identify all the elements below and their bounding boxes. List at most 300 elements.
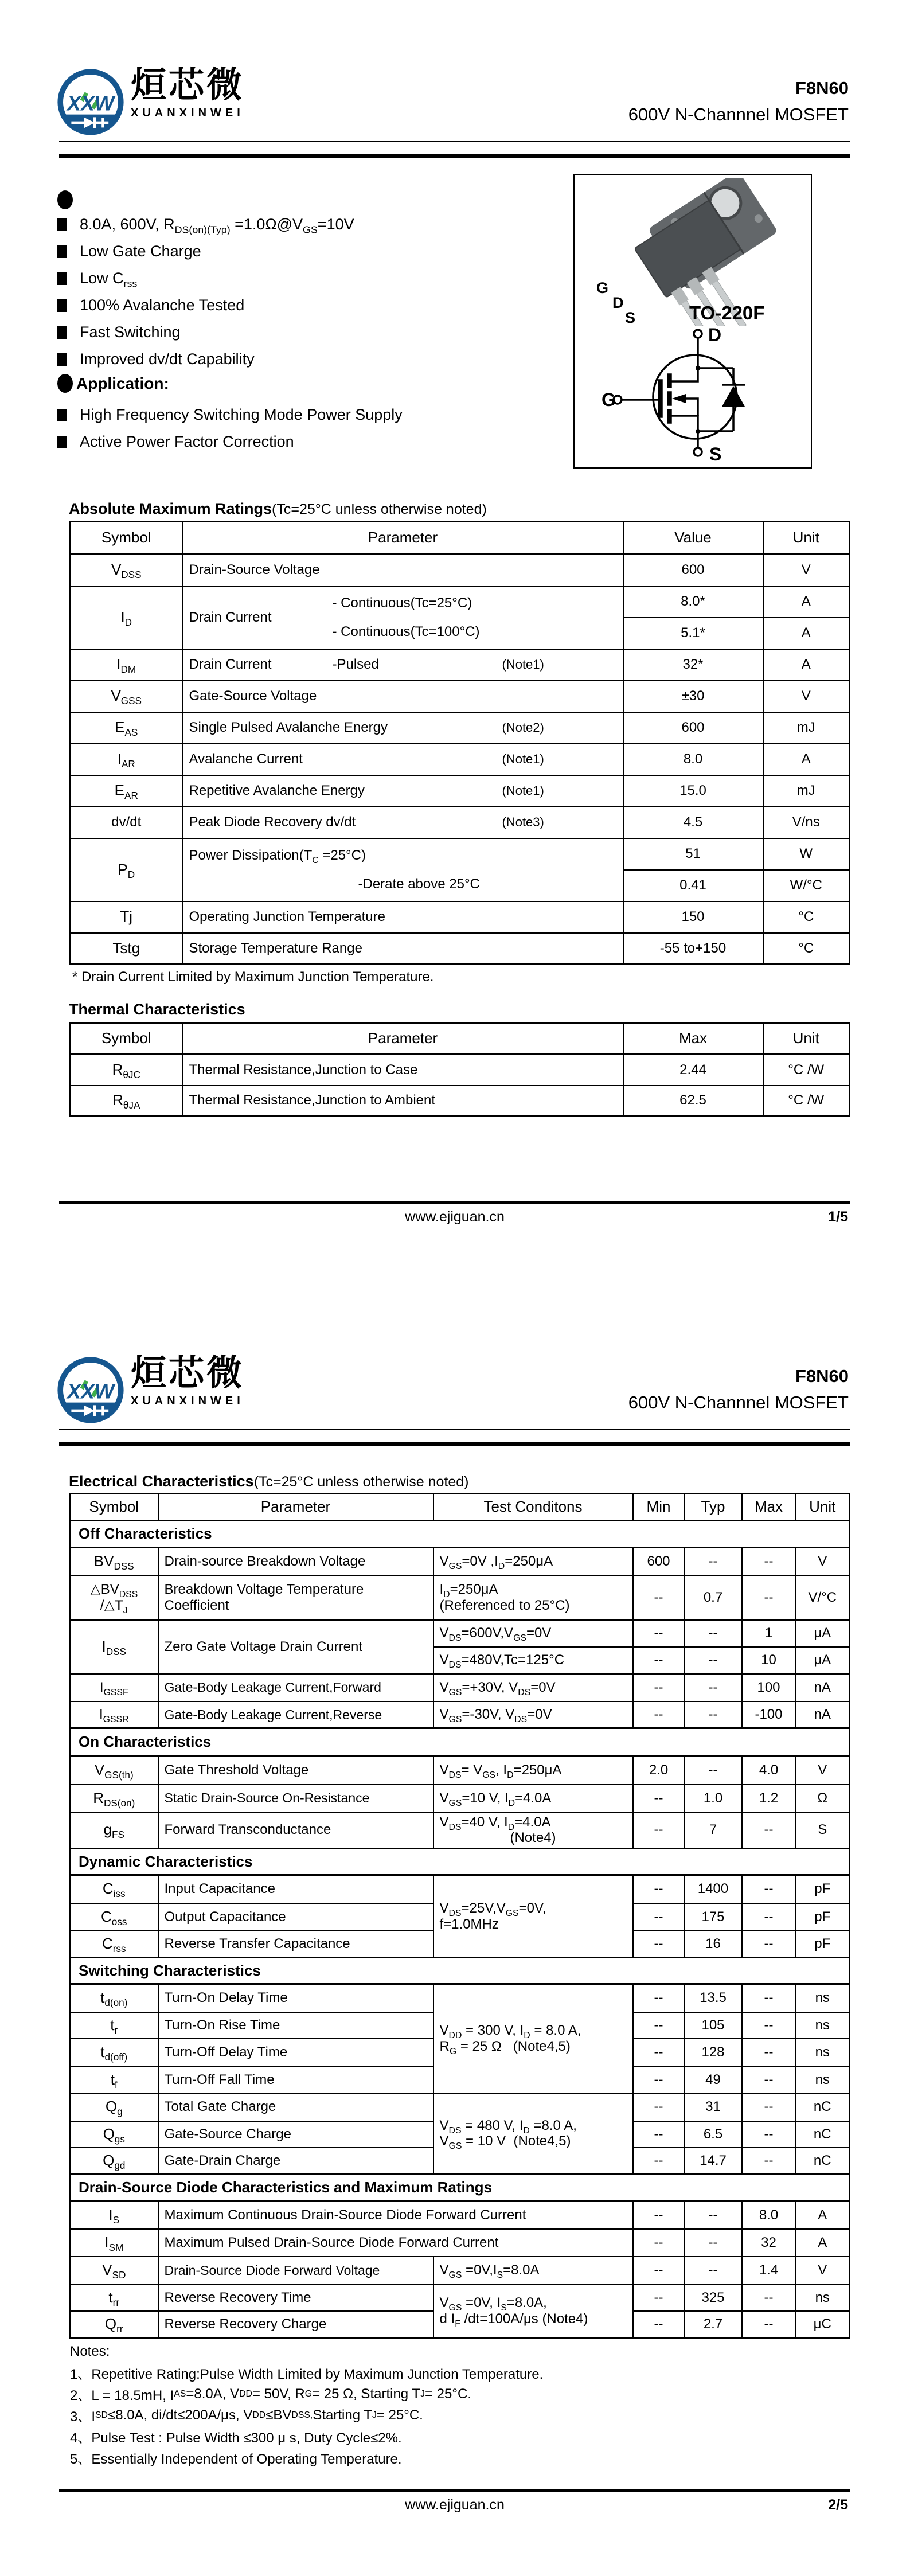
condition-cell: $V_{DS}=480V,Tc=125^\circ C$ (433, 1647, 633, 1674)
unit-cell: V (796, 1756, 850, 1785)
min-cell: -- (633, 2012, 685, 2039)
elec-heading (69, 1473, 468, 1490)
header-typ: Typ (685, 1494, 742, 1521)
header-test-conditions: Test Conditons (433, 1494, 633, 1521)
condition-cell (433, 2285, 633, 2338)
max-cell: -- (742, 2121, 796, 2148)
min-cell: -- (633, 1620, 685, 1647)
header-rule-thin (59, 141, 850, 142)
unit-cell: W/°C (763, 870, 850, 901)
typ-cell: 31 (685, 2093, 742, 2121)
parameter-cell: Turn-On Rise Time (158, 2012, 433, 2039)
min-cell: -- (633, 1984, 685, 2012)
parameter-sub-a: Power $Dissipation(T_C =25^\circ C)$ (189, 847, 366, 865)
page-title: 600V N-Channnel MOSFET (628, 1392, 849, 1412)
unit-cell: pF (796, 1931, 850, 1958)
value-cell: ±30 (623, 681, 763, 712)
feature-text: Fast Switching (80, 323, 181, 341)
elec-condition: (Tc=25°C unless otherwise noted) (253, 1474, 469, 1490)
parameter-cell: Input Capacitance (158, 1875, 433, 1903)
symbol-cell: $Q_{gd}$ (70, 2148, 158, 2175)
parameter-cell: Drain-Source Voltage (183, 555, 623, 586)
typ-cell: -- (685, 1548, 742, 1575)
parameter-cell: Storage Temperature Range (183, 933, 623, 965)
parameter-cell: Maximum Pulsed Drain-Source Diode Forward Current (158, 2229, 633, 2257)
symbol-line-1: $\triangle BV_{DSS}$ (90, 1581, 138, 1599)
parameter-text: Drain Current (189, 657, 272, 673)
condition-line-2: d $I_F$ /dt=100A/μs (Note4) (439, 2310, 588, 2329)
max-cell: 8.0 (742, 2202, 796, 2229)
typ-cell: 105 (685, 2012, 742, 2039)
value-cell: 62.5 (623, 1086, 763, 1117)
header-symbol: Symbol (70, 522, 183, 555)
table-header-row (70, 1494, 850, 1521)
typ-cell: 2.7 (685, 2311, 742, 2338)
unit-cell: ns (796, 1984, 850, 2012)
typ-cell: 16 (685, 1931, 742, 1958)
table-row (70, 2093, 850, 2121)
mosfet-symbol (600, 325, 790, 464)
table-row (70, 744, 850, 775)
symbol-cell: $I_{DM}$ (70, 649, 183, 681)
square-bullet-icon (57, 299, 67, 312)
application-list (57, 401, 562, 455)
unit-cell: nC (796, 2121, 850, 2148)
company-logo (56, 1356, 125, 1424)
electrical-characteristics-table (69, 1493, 850, 2339)
parameter-sub-a: - Continuous(Tc=25°C) (332, 595, 472, 611)
condition-cell (433, 1575, 633, 1620)
typ-cell: 7 (685, 1812, 742, 1849)
brand-name-en: XUANXINWEI (131, 107, 244, 119)
pin-label-d: D (612, 294, 624, 311)
table-row (70, 2285, 850, 2311)
square-bullet-icon (57, 353, 67, 366)
min-cell: -- (633, 2285, 685, 2311)
unit-cell: A (796, 2229, 850, 2257)
min-cell: -- (633, 2093, 685, 2121)
value-cell: 2.44 (623, 1055, 763, 1086)
abs-max-title: Absolute Maximum Ratings (69, 500, 272, 517)
typ-cell: -- (685, 1756, 742, 1785)
header-parameter: Parameter (183, 1023, 623, 1055)
title-block (516, 1366, 849, 1413)
condition-line-1: $V_{GS} =0V$, $I_S=8.0A$, (439, 2295, 547, 2313)
min-cell: -- (633, 2202, 685, 2229)
max-cell: -100 (742, 1701, 796, 1728)
table-row (70, 1620, 850, 1647)
min-cell: -- (633, 1647, 685, 1674)
feature-item (57, 238, 562, 265)
min-cell: -- (633, 2311, 685, 2338)
note-item: 5、Essentially Independent of Operating Temperature. (70, 2452, 402, 2467)
max-cell: 1.2 (742, 1785, 796, 1812)
typ-cell: 6.5 (685, 2121, 742, 2148)
symbol-cell: $t_f$ (70, 2067, 158, 2093)
min-cell: -- (633, 1931, 685, 1958)
max-cell: -- (742, 2067, 796, 2093)
table-row (70, 1575, 850, 1620)
condition-line-2: (Referenced to 25°C) (439, 1597, 570, 1613)
brand-name-cn: 烜芯微 (131, 65, 245, 105)
parameter-cell (183, 838, 623, 901)
condition-cell (433, 2093, 633, 2175)
unit-cell: ns (796, 2039, 850, 2067)
min-cell: -- (633, 1575, 685, 1620)
page-number: 1/5 (828, 1209, 848, 1225)
symbol-cell: $t_r$ (70, 2012, 158, 2039)
max-cell: -- (742, 2285, 796, 2311)
unit-cell: °C (763, 901, 850, 933)
condition-line-1: $V_{DS} = 480$ V, $I_D =8.0$ A, (439, 2117, 577, 2136)
table-row (70, 838, 850, 870)
parameter-cell: Thermal Resistance,Junction to Ambient (183, 1086, 623, 1117)
parameter-cell: Breakdown Voltage Temperature Coefficient (158, 1575, 433, 1620)
symbol-label-g: G (602, 389, 616, 410)
parameter-cell (183, 807, 623, 838)
symbol-cell: $E_{AS}$ (70, 712, 183, 744)
unit-cell: mJ (763, 712, 850, 744)
symbol-cell: $Q_{rr}$ (70, 2311, 158, 2338)
symbol-cell: $I_{GSSF}$ (70, 1674, 158, 1701)
condition-line-2: (Note4) (510, 1830, 556, 1846)
symbol-cell: Tj (70, 901, 183, 933)
table-row (70, 586, 850, 618)
symbol-cell: $t_{d(on)}$ (70, 1984, 158, 2012)
symbol-cell: $R_{\theta JC}$ (70, 1055, 183, 1086)
header-value: Value (623, 522, 763, 555)
parameter-cell: Operating Junction Temperature (183, 901, 623, 933)
symbol-cell: $R_{\theta JA}$ (70, 1086, 183, 1117)
parameter-cell: Reverse Recovery Time (158, 2285, 433, 2311)
symbol-cell: $I_{AR}$ (70, 744, 183, 775)
min-cell: -- (633, 2148, 685, 2175)
feature-text: 100% Avalanche Tested (80, 296, 245, 314)
typ-cell: 49 (685, 2067, 742, 2093)
value-cell: 600 (623, 555, 763, 586)
symbol-cell: Tstg (70, 933, 183, 965)
parameter-sub-b: -Derate above 25°C (358, 876, 480, 892)
absolute-maximum-ratings-table (69, 521, 850, 965)
feature-text: Improved dv/dt Capability (80, 350, 255, 368)
application-text: Active Power Factor Correction (80, 433, 294, 450)
feature-text: 8.0A, 600V, $R_{DS(on)(Typ)}$ $=1.0\Omega@V_{GS}=10V$ (80, 216, 354, 236)
value-cell: 600 (623, 712, 763, 744)
thermal-heading: Thermal Characteristics (69, 1001, 245, 1018)
typ-cell: 14.7 (685, 2148, 742, 2175)
typ-cell: -- (685, 2257, 742, 2285)
parameter-cell: Gate-Source Voltage (183, 681, 623, 712)
condition-line-1: $V_{DS}=25V,V_{GS}=0V$, (439, 1900, 546, 1918)
note-item: 3、I SD ≤8.0A, di/dt≤200A/μs, V DD ≤BV DSS, Starting T J = 25°C. (70, 2407, 423, 2425)
company-logo (56, 68, 125, 136)
value-cell: 8.0* (623, 586, 763, 618)
table-row (70, 2202, 850, 2229)
note-ref: (Note1) (502, 783, 544, 798)
parameter-cell: Gate Threshold Voltage (158, 1756, 433, 1785)
unit-cell: S (796, 1812, 850, 1849)
symbol-cell: $Q_g$ (70, 2093, 158, 2121)
part-number: F8N60 (795, 1366, 849, 1386)
condition-cell (433, 1984, 633, 2093)
parameter-cell (183, 586, 623, 649)
unit-cell: pF (796, 1875, 850, 1903)
parameter-cell: Gate-Source Charge (158, 2121, 433, 2148)
header-rule-thin (59, 1429, 850, 1430)
typ-cell: 1400 (685, 1875, 742, 1903)
pin-label-g: G (596, 279, 609, 296)
brand-name-en: XUANXINWEI (131, 1395, 244, 1407)
parameter-cell: Forward Transconductance (158, 1812, 433, 1849)
typ-cell: -- (685, 1647, 742, 1674)
header-symbol: Symbol (70, 1023, 183, 1055)
unit-cell: V (763, 681, 850, 712)
parameter-text: Repetitive Avalanche Energy (189, 783, 365, 799)
section-row (70, 1958, 850, 1984)
section-row (70, 2175, 850, 2202)
unit-cell: V (796, 2257, 850, 2285)
parameter-cell (183, 775, 623, 807)
symbol-cell: $I_{SM}$ (70, 2229, 158, 2257)
condition-line-1: $I_D=250\mu A$ (439, 1581, 498, 1599)
table-row (70, 1875, 850, 1903)
table-row (70, 712, 850, 744)
note-item: 4、Pulse Test : Pulse Width ≤300 μ s, Duty Cycle≤2%. (70, 2430, 402, 2446)
condition-line-2: f=1.0MHz (439, 1916, 499, 1932)
parameter-cell: Maximum Continuous Drain-Source Diode Forward Current (158, 2202, 633, 2229)
condition-line-2: $R_G = 25$ Ω (Note4,5) (439, 2038, 571, 2056)
unit-cell: pF (796, 1903, 850, 1931)
parameter-cell: Output Capacitance (158, 1903, 433, 1931)
header-unit: Unit (763, 522, 850, 555)
min-cell: -- (633, 1812, 685, 1849)
typ-cell: -- (685, 1674, 742, 1701)
application-bullet-icon (57, 374, 73, 393)
max-cell: 10 (742, 1647, 796, 1674)
section-row (70, 1521, 850, 1548)
application-heading (57, 374, 169, 393)
brand-block (131, 65, 245, 120)
table-row (70, 1812, 850, 1849)
application-item (57, 401, 562, 428)
footer-rule (59, 2489, 850, 2492)
abs-max-footnote: * Drain Current Limited by Maximum Junction Temperature. (72, 969, 434, 985)
unit-cell: ns (796, 2067, 850, 2093)
symbol-cell: $C_{rss}$ (70, 1931, 158, 1958)
min-cell: -- (633, 2067, 685, 2093)
unit-cell: V/ns (763, 807, 850, 838)
parameter-text: Single Pulsed Avalanche Energy (189, 720, 388, 736)
table-row (70, 775, 850, 807)
header-unit: Unit (796, 1494, 850, 1521)
value-cell: 32* (623, 649, 763, 681)
max-cell: 1 (742, 1620, 796, 1647)
typ-cell: 325 (685, 2285, 742, 2311)
symbol-cell: $t_{rr}$ (70, 2285, 158, 2311)
section-row (70, 1849, 850, 1875)
value-cell: 0.41 (623, 870, 763, 901)
typ-cell: 1.0 (685, 1785, 742, 1812)
max-cell: -- (742, 2311, 796, 2338)
square-bullet-icon (57, 436, 67, 448)
symbol-cell: $I_D$ (70, 586, 183, 649)
max-cell: -- (742, 1812, 796, 1849)
abs-max-condition: (Tc=25°C unless otherwise noted) (272, 501, 487, 517)
typ-cell: -- (685, 2229, 742, 2257)
section-title: On Characteristics (70, 1728, 850, 1756)
parameter-cell: Turn-Off Delay Time (158, 2039, 433, 2067)
condition-cell: $V_{GS}=+30V$, $V_{DS}=0V$ (433, 1674, 633, 1701)
parameter-cell: Zero Gate Voltage Drain Current (158, 1620, 433, 1674)
feature-text: Low Gate Charge (80, 243, 201, 260)
value-cell: 15.0 (623, 775, 763, 807)
symbol-cell: $V_{DSS}$ (70, 555, 183, 586)
table-row (70, 933, 850, 965)
note-ref: (Note3) (502, 815, 544, 830)
unit-cell: nC (796, 2093, 850, 2121)
symbol-cell: $V_{SD}$ (70, 2257, 158, 2285)
feature-item (57, 346, 562, 373)
condition-cell: $V_{DS}=600V,V_{GS}=0V$ (433, 1620, 633, 1647)
footer-website[interactable]: www.ejiguan.cn (405, 2497, 505, 2513)
min-cell: -- (633, 1785, 685, 1812)
typ-cell: 0.7 (685, 1575, 742, 1620)
value-cell: 8.0 (623, 744, 763, 775)
parameter-text: Peak Diode Recovery dv/dt (189, 814, 356, 830)
min-cell: -- (633, 1903, 685, 1931)
symbol-cell: $I_S$ (70, 2202, 158, 2229)
typ-cell: -- (685, 2202, 742, 2229)
max-cell: -- (742, 2093, 796, 2121)
table-row (70, 807, 850, 838)
parameter-cell: Gate-Body Leakage Current,Forward (158, 1674, 433, 1701)
table-row (70, 1548, 850, 1575)
unit-cell: μA (796, 1647, 850, 1674)
max-cell: 4.0 (742, 1756, 796, 1785)
symbol-cell: $I_{GSSR}$ (70, 1701, 158, 1728)
min-cell: -- (633, 1674, 685, 1701)
square-bullet-icon (57, 218, 67, 231)
parameter-cell: Turn-On Delay Time (158, 1984, 433, 2012)
section-row (70, 1728, 850, 1756)
condition-line-2: $V_{GS} = 10$ V (Note4,5) (439, 2133, 571, 2152)
max-cell: -- (742, 1575, 796, 1620)
header-parameter: Parameter (158, 1494, 433, 1521)
unit-cell: nA (796, 1674, 850, 1701)
unit-cell: A (763, 586, 850, 618)
symbol-cell: $V_{GSS}$ (70, 681, 183, 712)
note-ref: (Note2) (502, 720, 544, 735)
parameter-cell: Drain-source Breakdown Voltage (158, 1548, 433, 1575)
part-number: F8N60 (795, 78, 849, 98)
note-item: 2、L = 18.5mH, I AS =8.0A, V DD = 50V, R G = 25 Ω, Starting T J = 25°C. (70, 2386, 471, 2403)
max-cell: -- (742, 1548, 796, 1575)
table-header-row (70, 522, 850, 555)
condition-cell: $V_{GS} =0V,I_S=8.0A$ (433, 2257, 633, 2285)
symbol-cell: $E_{AR}$ (70, 775, 183, 807)
application-item (57, 428, 562, 455)
note-ref: (Note1) (502, 752, 544, 767)
table-row (70, 1701, 850, 1728)
min-cell: -- (633, 2257, 685, 2285)
square-bullet-icon (57, 245, 67, 258)
parameter-cell: Reverse Recovery Charge (158, 2311, 433, 2338)
condition-cell: $V_{GS}=10$ V, $I_D=4.0A$ (433, 1785, 633, 1812)
parameter-cell: Turn-Off Fall Time (158, 2067, 433, 2093)
footer-website[interactable]: www.ejiguan.cn (405, 1209, 505, 1225)
unit-cell: °C /W (763, 1055, 850, 1086)
parameter-sub-b: - Continuous(Tc=100°C) (332, 623, 480, 639)
section-title: Off Characteristics (70, 1521, 850, 1548)
unit-cell: nA (796, 1701, 850, 1728)
unit-cell: A (796, 2202, 850, 2229)
header-max: Max (742, 1494, 796, 1521)
feature-text: Low $C_{rss}$ (80, 270, 138, 290)
notes-block (70, 2341, 850, 2468)
condition-cell: $V_{GS}=0V$ $,I_D=250\mu A$ (433, 1548, 633, 1575)
typ-cell: 175 (685, 1903, 742, 1931)
parameter-cell (183, 649, 623, 681)
parameter-text: Avalanche Current (189, 751, 303, 767)
note-item: 1、Repetitive Rating:Pulse Width Limited by Maximum Junction Temperature. (70, 2367, 544, 2382)
application-text: High Frequency Switching Mode Power Supply (80, 406, 403, 423)
table-header-row (70, 1023, 850, 1055)
min-cell: -- (633, 2229, 685, 2257)
table-row (70, 649, 850, 681)
value-cell: 150 (623, 901, 763, 933)
table-row (70, 1756, 850, 1785)
table-row (70, 901, 850, 933)
note-ref: (Note1) (502, 657, 544, 672)
min-cell: -- (633, 1701, 685, 1728)
table-row (70, 1674, 850, 1701)
header-min: Min (633, 1494, 685, 1521)
symbol-cell: $R_{DS(on)}$ (70, 1785, 158, 1812)
unit-cell: W (763, 838, 850, 870)
max-cell: -- (742, 2039, 796, 2067)
table-row (70, 2257, 850, 2285)
square-bullet-icon (57, 326, 67, 339)
parameter-cell (183, 744, 623, 775)
symbol-cell: $P_D$ (70, 838, 183, 901)
condition-line-1: $V_{DD} = 300$ V, $I_D = 8.0$ A, (439, 2023, 581, 2040)
unit-cell: V/°C (796, 1575, 850, 1620)
min-cell: -- (633, 2039, 685, 2067)
unit-cell: A (763, 618, 850, 649)
notes-label: Notes: (70, 2343, 110, 2359)
parameter-cell: Gate-Drain Charge (158, 2148, 433, 2175)
parameter-sub: -Pulsed (332, 657, 379, 673)
max-cell: -- (742, 1984, 796, 2012)
table-row (70, 681, 850, 712)
square-bullet-icon (57, 409, 67, 421)
parameter-text: Drain Current (189, 609, 272, 625)
section-title: Switching Characteristics (70, 1958, 850, 1984)
unit-cell: mJ (763, 775, 850, 807)
header-parameter: Parameter (183, 522, 623, 555)
header-max: Max (623, 1023, 763, 1055)
unit-cell: °C (763, 933, 850, 965)
max-cell: 32 (742, 2229, 796, 2257)
max-cell: 1.4 (742, 2257, 796, 2285)
table-row (70, 1785, 850, 1812)
parameter-cell: Thermal Resistance,Junction to Case (183, 1055, 623, 1086)
package-box (573, 174, 812, 469)
symbol-cell (70, 1575, 158, 1620)
unit-cell: A (763, 649, 850, 681)
condition-cell: $V_{DS}= V_{GS}$, $I_D=250\mu A$ (433, 1756, 633, 1785)
package-name: TO-220F (689, 302, 765, 323)
